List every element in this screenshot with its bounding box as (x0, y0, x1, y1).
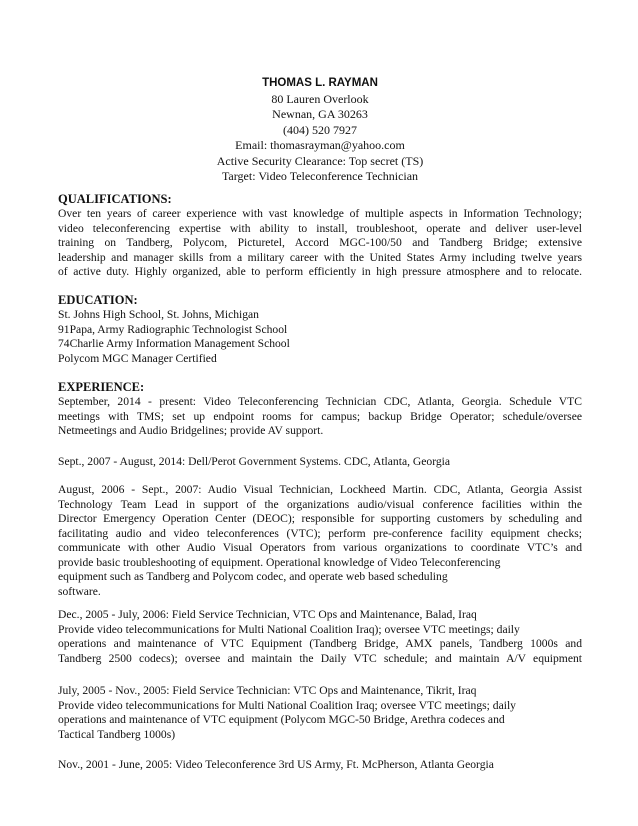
education-item: St. Johns High School, St. Johns, Michigan (58, 308, 259, 321)
qualifications-section (58, 192, 582, 280)
target-position: Target: Video Teleconference Technician (221, 169, 419, 183)
contact-header (58, 76, 582, 185)
address-line-2: Newnan, GA 30263 (272, 107, 368, 121)
experience-line: equipment such as Tandberg and Polycom codec, and operate web based scheduling (58, 570, 448, 583)
experience-line: communicate with other Audio Visual Operators from various organizations to coordinate VTC’s and (58, 541, 582, 554)
experience-line: operations and maintenance of VTC Equipment (Tandberg Bridge, AMX panels, Tandberg 1000s and (58, 637, 582, 650)
experience-line: Sept., 2007 - August, 2014: Dell/Perot Government Systems. CDC, Atlanta, Georgia (58, 455, 451, 468)
qualifications-line: training on Tandberg, Polycom, Picturetel, Accord MGC-100/50 and Tandberg Bridge; extensive (58, 236, 582, 249)
experience-entry-cdc-vtc (58, 395, 582, 439)
experience-line: facilitating audio and video teleconferences (VTC); perform pre-conference facility equipment checks; (58, 526, 582, 540)
experience-line: Dec., 2005 - July, 2006: Field Service Technician, VTC Ops and Maintenance, Balad, Iraq (58, 608, 477, 621)
experience-line: Netmeetings and Audio Bridgelines; provide AV support. (58, 424, 324, 437)
experience-line: Nov., 2001 - June, 2005: Video Teleconference 3rd US Army, Ft. McPherson, Atlanta Georgia (58, 758, 494, 771)
experience-line: operations and maintenance of VTC equipment (Polycom MGC-50 Bridge, Arethra codeces and (58, 713, 505, 726)
qualifications-line: of active duty. Highly organized, able to perform efficiently in high pressure atmosphere and to relocate. (58, 265, 582, 278)
experience-entry-tikrit (58, 684, 582, 742)
experience-line: meetings with TMS; set up endpoint rooms for campus; backup Bridge Operator; schedule/oversee (58, 409, 582, 423)
experience-heading: EXPERIENCE: (58, 380, 145, 394)
experience-line: Provide video telecommunications for Multi National Coalition Iraq; oversee VTC meetings; daily (58, 698, 516, 712)
education-heading: EDUCATION: (58, 293, 138, 307)
security-clearance: Active Security Clearance: Top secret (TS) (216, 153, 424, 168)
experience-entry-3rd-army (58, 758, 582, 773)
experience-line: Technology Team Lead in support of the organizations audio/visual conference facilities within the (58, 497, 582, 511)
education-item: Polycom MGC Manager Certified (58, 351, 217, 365)
candidate-name: THOMAS L. RAYMAN (262, 77, 378, 89)
qualifications-line: Over ten years of career experience with vast knowledge of multiple aspects in Information Technology; (58, 207, 582, 220)
address-line-1: 80 Lauren Overlook (271, 91, 369, 106)
experience-line: Tactical Tandberg 1000s) (58, 727, 176, 741)
qualifications-line: video teleconferencing expertise with ability to install, troubleshoot, operate and deliver user-level (58, 221, 582, 235)
experience-line: Director Emergency Operation Center (DEOC); responsible for supporting customers by scheduling and (58, 512, 582, 525)
experience-section (58, 380, 582, 439)
email-address: Email: thomasrayman@yahoo.com (235, 138, 405, 152)
experience-entry-balad (58, 608, 582, 666)
experience-line: September, 2014 - present: Video Teleconferencing Technician CDC, Atlanta, Georgia. Schedule VTC (58, 395, 582, 408)
phone-number: (404) 520 7927 (283, 122, 357, 137)
experience-line: software. (58, 584, 101, 598)
experience-line: July, 2005 - Nov., 2005: Field Service Technician: VTC Ops and Maintenance, Tikrit, Iraq (58, 684, 477, 697)
experience-entry-dell-perot (58, 455, 582, 470)
experience-line: Provide video telecommunications for Multi National Coalition Iraq); oversee VTC meetings; daily (58, 622, 520, 636)
education-section (58, 293, 582, 366)
education-item: 74Charlie Army Information Management School (58, 337, 290, 350)
education-item: 91Papa, Army Radiographic Technologist School (58, 322, 288, 336)
experience-entry-lockheed (58, 483, 582, 599)
experience-line: August, 2006 - Sept., 2007: Audio Visual Technician, Lockheed Martin. CDC, Atlanta, Georgia Assist (58, 483, 582, 496)
experience-line: provide basic troubleshooting of equipment. Operational knowledge of Video Teleconferencing (58, 555, 501, 569)
experience-line: Tandberg 2500 codecs); oversee and maintain the Daily VTC schedule; and maintain A/V equipment (58, 651, 582, 665)
qualifications-heading: QUALIFICATIONS: (58, 192, 172, 206)
qualifications-line: leadership and manager skills from a military career with the United States Army including twelve years (58, 250, 582, 264)
